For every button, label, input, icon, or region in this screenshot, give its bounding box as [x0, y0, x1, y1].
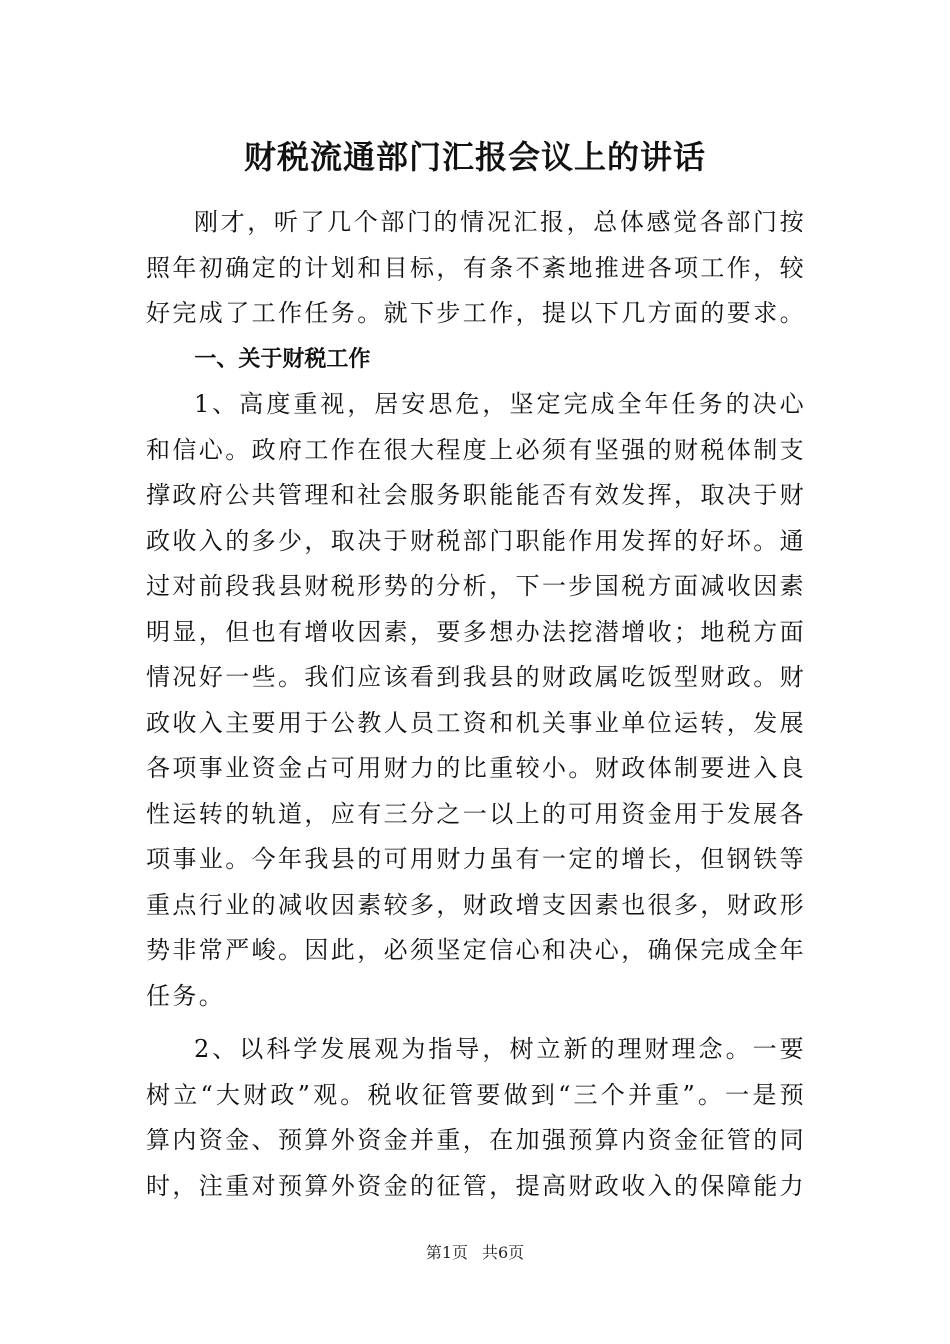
page-title: 财税流通部门汇报会议上的讲话 [243, 138, 706, 176]
intro-paragraph: 刚才，听了几个部门的情况汇报，总体感觉各部门按照年初确定的计划和目标，有条不紊地推进各项工作，较好完成了工作任务。就下步工作，提以下几方面的要求。 [146, 208, 806, 327]
total-pages: 共6页 [482, 1243, 525, 1262]
section-paragraph-1: 1、高度重视，居安思危，坚定完成全年任务的决心和信心。政府工作在很大程度上必须有坚强的财税体制支撑政府公共管理和社会服务职能能否有效发挥，取决于财政收入的多少，取决于财税部门职能作用发挥的好坏。通过对前段我县财税形势的分析，下一步国税方面减收因素明显，但也有增收因素，要多想办法挖潜增收；地税方面情况好一些。我们应该看到我县的财政属吃饭型财政。财政收入主要用于公教人员工资和机关事业单位运转，发展各项事业资金占可用财力的比重较小。财政体制要进入良性运转的轨道，应有三分之一以上的可用资金用于发展各项事业。今年我县的可用财力虽有一定的增长，但钢铁等重点行业的减收因素较多，财政增支因素也很多，财政形势非常严峻。因此，必须坚定信心和决心，确保完成全年任务。 [146, 390, 806, 1010]
page-number: 第1页 [425, 1243, 468, 1262]
document-body [146, 200, 806, 1209]
page-footer [0, 1241, 950, 1265]
section-paragraph-2: 2、以科学发展观为指导，树立新的理财理念。一要树立“大财政”观。税收征管要做到“三个并重”。一是预算内资金、预算外资金并重，在加强预算内资金征管的同时，注重对预算外资金的征管，提高财政收入的保障能力 [146, 1035, 806, 1200]
section-heading: 一、关于财税工作 [194, 346, 371, 372]
